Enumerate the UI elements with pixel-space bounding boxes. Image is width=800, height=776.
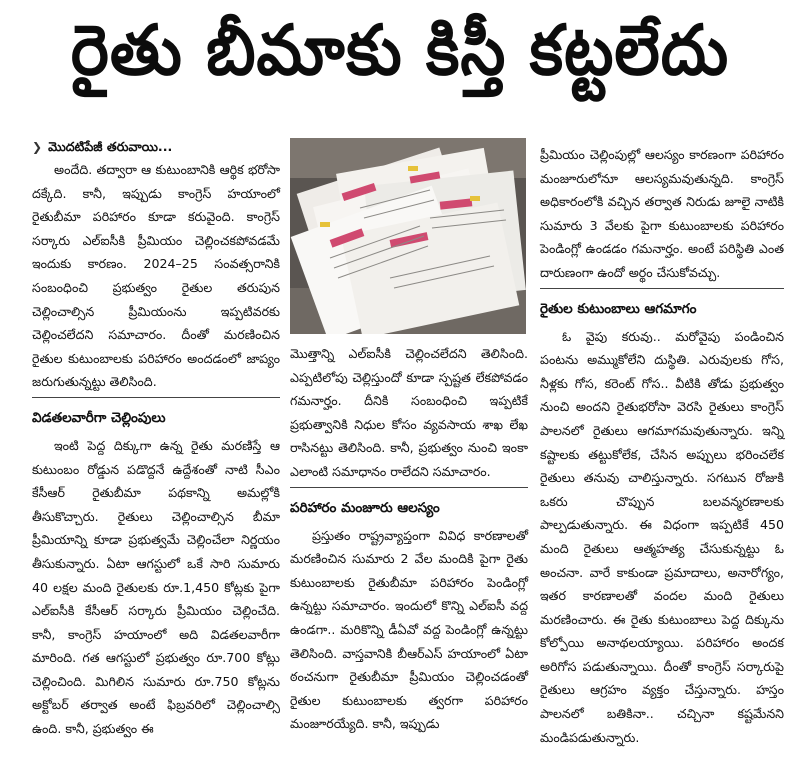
headline: రైతు బీమాకు కిస్తీ కట్టలేదు <box>70 10 730 91</box>
col2-paragraph-2: ప్రస్తుతం రాష్ట్రవ్యాప్తంగా వివిధ కారణాలతో మరణించిన సుమారు 2 వేల మందికి పైగా రైతు కుటుంబాలకు రైతుబీమా పరిహారం పెండింగ్లో ఉన్నట్టు సమాచారం. ఇందులో కొన్ని ఎల్ఐసీ వద్ద ఉండగా.. మరికొన్ని డీఏవో వద్ద పెండింగ్లో ఉన్నట్టు తెలిసింది. వాస్తవానికి బీఆర్ఎస్ హయాంలో ఏటా ఠంచనుగా రైతుబీమా ప్రీమియం చెల్లించడంతో రైతుల కుటుంబాలకు త్వరగా పరిహారం మంజూరయ్యేది. కానీ, ఇప్పుడు <box>290 527 528 732</box>
subheading-compensation-delay: పరిహారం మంజూరు ఆలస్యం <box>290 499 440 516</box>
subheading-installment-payments: విడతలవారీగా చెల్లింపులు <box>32 409 166 426</box>
col1-paragraph-2: ఇంటి పెద్ద దిక్కుగా ఉన్న రైతు మరణిస్తే ఆ కుటుంబం రోడ్డున పడొద్దనే ఉద్దేశంతో నాటి సీఎం కేసీఆర్ రైతుబీమా పథకాన్ని అమల్లోకి తీసుకొచ్చారు. రైతులు చెల్లించాల్సిన బీమా ప్రీమియాన్ని కూడా ప్రభుత్వమే చెల్లించేలా నిర్ణయం తీసుకున్నారు. ఏటా ఆగస్టులో ఒకే సారి సుమారు 40 లక్షల మంది రైతులకు రూ.1,450 కోట్లకు పైగా ఎల్ఐసీకి కేసీఆర్ సర్కారు ప్రీమియం చెల్లించేది. కానీ, కాంగ్రెస్ హయాంలో అది విడతలవారీగా మారింది. గత ఆగస్టులో ప్రభుత్వం రూ.700 కోట్లు చెల్లించింది. మిగిలిన సుమారు రూ.750 కోట్లను అక్టోబర్ తర్వాత అంటే ఫిబ్రవరిలో చెల్లించాల్సి ఉంది. కానీ, ప్రభుత్వం ఈ <box>32 437 280 737</box>
col1-paragraph-1: అందేది. తద్వారా ఆ కుటుంబానికి ఆర్థిక భరోసా దక్కేది. కానీ, ఇప్పుడు కాంగ్రెస్ హయాంలో రైతుబీమా పరిహారం కూడా కరువైంది. కాంగ్రెస్ సర్కారు ఎల్ఐసీకి ప్రీమియం చెల్లించకపోవడమే ఇందుకు కారణం. 2024–25 సంవత్సరానికి సంబంధించి ప్రభుత్వం రైతుల తరుపున చెల్లించాల్సిన ప్రీమియంను ఇప్పటివరకు చెల్లించలేదని సమాచారం. దీంతో మరణించిన రైతుల కుటుంబాలకు పరిహారం అందడంలో జాప్యం జరుగుతున్నట్టు తెలిసింది. <box>32 162 280 390</box>
jump-label: మొదటిపేజీ తరువాయి... <box>48 139 173 154</box>
chevron-right-icon: ❯ <box>32 140 43 154</box>
divider <box>32 397 280 398</box>
col3-paragraph-2: ఓ వైపు కరువు.. మరోవైపు పండించిన పంటను అమ్ముకోలేని దుస్థితి. ఎరువులకు గోస, నీళ్లకు గోస, కరెంట్ గోస.. వీటికి తోడు ప్రభుత్వం నుంచి అందని రైతుభరోసా వెరసి రైతులు కాంగ్రెస్ పాలనలో రైతులు ఆగమాగమవుతున్నారు. ఇన్ని కష్టాలకు తట్టుకోలేక, చేసిన అప్పులు భరించలేక రైతులు తనువు చాలిస్తున్నారు. సగటున రోజుకి ఒకరు చొప్పున బలవన్మరణాలకు పాల్పడుతున్నారు. ఈ విధంగా ఇప్పటికే 450 మంది రైతులు ఆత్మహత్య చేసుకున్నట్టు ఓ అంచనా. వారే కాకుండా ప్రమాదాలు, అనారోగ్యం, ఇతర కారణాలతో వందల మంది రైతులు మరణించారు. ఈ రైతు కుటుంబాలు పెద్ద దిక్కును కోల్పోయి అనాథలయ్యాయి. పరిహారం అందక అరిగోస పడుతున్నాయి. దీంతో కాంగ్రెస్ సర్కారుపై రైతులు ఆగ్రహం వ్యక్తం చేస్తున్నారు. హస్తం పాలనలో బతికినా.. చచ్చినా కష్టమేనని మండిపడుతున్నారు. <box>540 328 784 745</box>
subheading-farmer-families-distress: రైతుల కుటుంబాలు ఆగమాగం <box>540 300 697 317</box>
photo-insurance-forms <box>290 138 526 334</box>
continued-from-front-page <box>32 136 280 158</box>
column-3 <box>540 143 784 749</box>
col3-paragraph-1: ప్రీమియం చెల్లింపుల్లో ఆలస్యం కారణంగా పరిహారం మంజూరులోనూ ఆలస్యమవుతున్నది. కాంగ్రెస్ అధికారంలోకి వచ్చిన తర్వాత నిరుడు జూలై నాటికి సుమారు 3 వేలకు పైగా కుటుంబాలకు పరిహారం పెండింగ్లో ఉండడం గమనార్హం. అంటే పరిస్థితి ఎంత దారుణంగా ఉందో అర్థం చేసుకోవచ్చు. <box>540 147 784 280</box>
column-2 <box>290 138 528 736</box>
col2-paragraph-1: మొత్తాన్ని ఎల్ఐసీకి చెల్లించలేదని తెలిసింది. ఎప్పటిలోపు చెల్లిస్తుందో కూడా స్పష్టత లేకపోవడం గమనార్హం. దీనికి సంబంధించి ఇప్పటికే ప్రభుత్వానికి నిధుల కోసం వ్యవసాయ శాఖ లేఖ రాసినట్టు తెలిసింది. కానీ, ప్రభుత్వం నుంచి ఇంకా ఎలాంటి సమాధానం రాలేదని సమాచారం. <box>290 346 528 479</box>
divider <box>540 288 784 289</box>
divider <box>290 487 528 488</box>
column-1 <box>32 136 280 741</box>
